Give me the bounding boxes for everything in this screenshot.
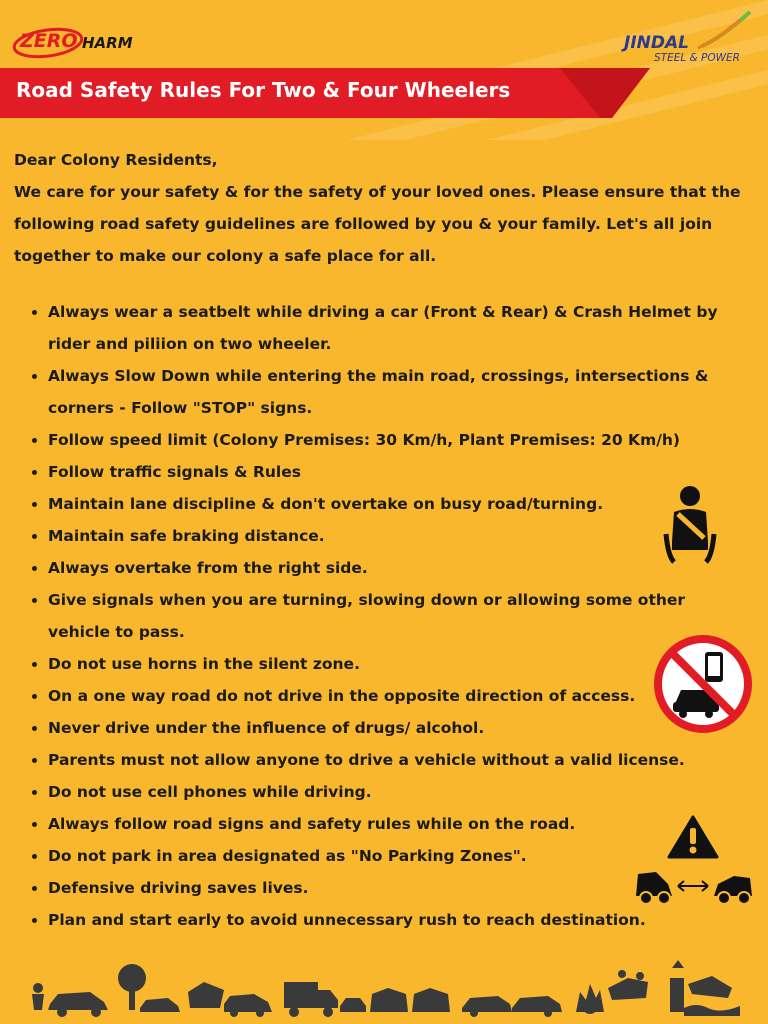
jindal-logo	[624, 10, 754, 66]
greeting: Dear Colony Residents,	[14, 151, 218, 169]
rule-item: • Do not use cell phones while driving.	[48, 776, 738, 808]
no-phone-while-driving-icon	[653, 634, 753, 734]
rule-item: • Plan and start early to avoid unnecessary rush to reach destination.	[48, 904, 738, 936]
rule-item: • Maintain safe braking distance.	[48, 520, 738, 552]
rule-item: • Do not park in area designated as "No Parking Zones".	[48, 840, 738, 872]
jindal-logo-tagline: STEEL & POWER	[654, 52, 740, 64]
rule-item: • Follow speed limit (Colony Premises: 30 Km/h, Plant Premises: 20 Km/h)	[48, 424, 738, 456]
rule-item: • Always Slow Down while entering the main road, crossings, intersections & corners - Follow "STOP" signs.	[48, 360, 738, 424]
jindal-swoosh-icon	[694, 10, 754, 50]
rule-item: • Follow traffic signals & Rules	[48, 456, 738, 488]
zero-logo-zero: ZERO	[20, 30, 78, 52]
safe-distance-cars-icon	[634, 866, 754, 908]
page-title: Road Safety Rules For Two & Four Wheelers	[16, 78, 511, 102]
rule-item: • Always overtake from the right side.	[48, 552, 738, 584]
rule-item: • Always wear a seatbelt while driving a car (Front & Rear) & Crash Helmet by rider and piliion on two wheeler.	[48, 296, 738, 360]
warning-icon	[666, 814, 720, 860]
rule-item: • Never drive under the influence of drugs/ alcohol.	[48, 712, 738, 744]
rule-item: • Defensive driving saves lives.	[48, 872, 738, 904]
title-banner	[0, 68, 650, 118]
zero-logo-harm: HARM	[82, 34, 133, 52]
rule-item: • On a one way road do not drive in the opposite direction of access.	[48, 680, 738, 712]
intro-section	[14, 144, 744, 272]
zero-harm-logo	[10, 26, 160, 62]
rule-item: • Do not use horns in the silent zone.	[48, 648, 738, 680]
rules-list	[26, 296, 738, 936]
rule-item: • Maintain lane discipline & don't overtake on busy road/turning.	[48, 488, 738, 520]
rule-item: • Always follow road signs and safety rules while on the road.	[48, 808, 738, 840]
jindal-logo-name: JINDAL	[624, 33, 689, 53]
rule-item: • Parents must not allow anyone to drive a vehicle without a valid license.	[48, 744, 738, 776]
intro-body: We care for your safety & for the safety of your loved ones. Please ensure that the following road safety guidelines are followed by you & your family. Let's all join together to make our colony a safe place for all.	[14, 183, 741, 265]
accident-scenes-strip	[28, 958, 740, 1018]
seatbelt-icon	[660, 484, 720, 568]
rule-item: • Give signals when you are turning, slowing down or allowing some other vehicle to pass.	[48, 584, 738, 648]
